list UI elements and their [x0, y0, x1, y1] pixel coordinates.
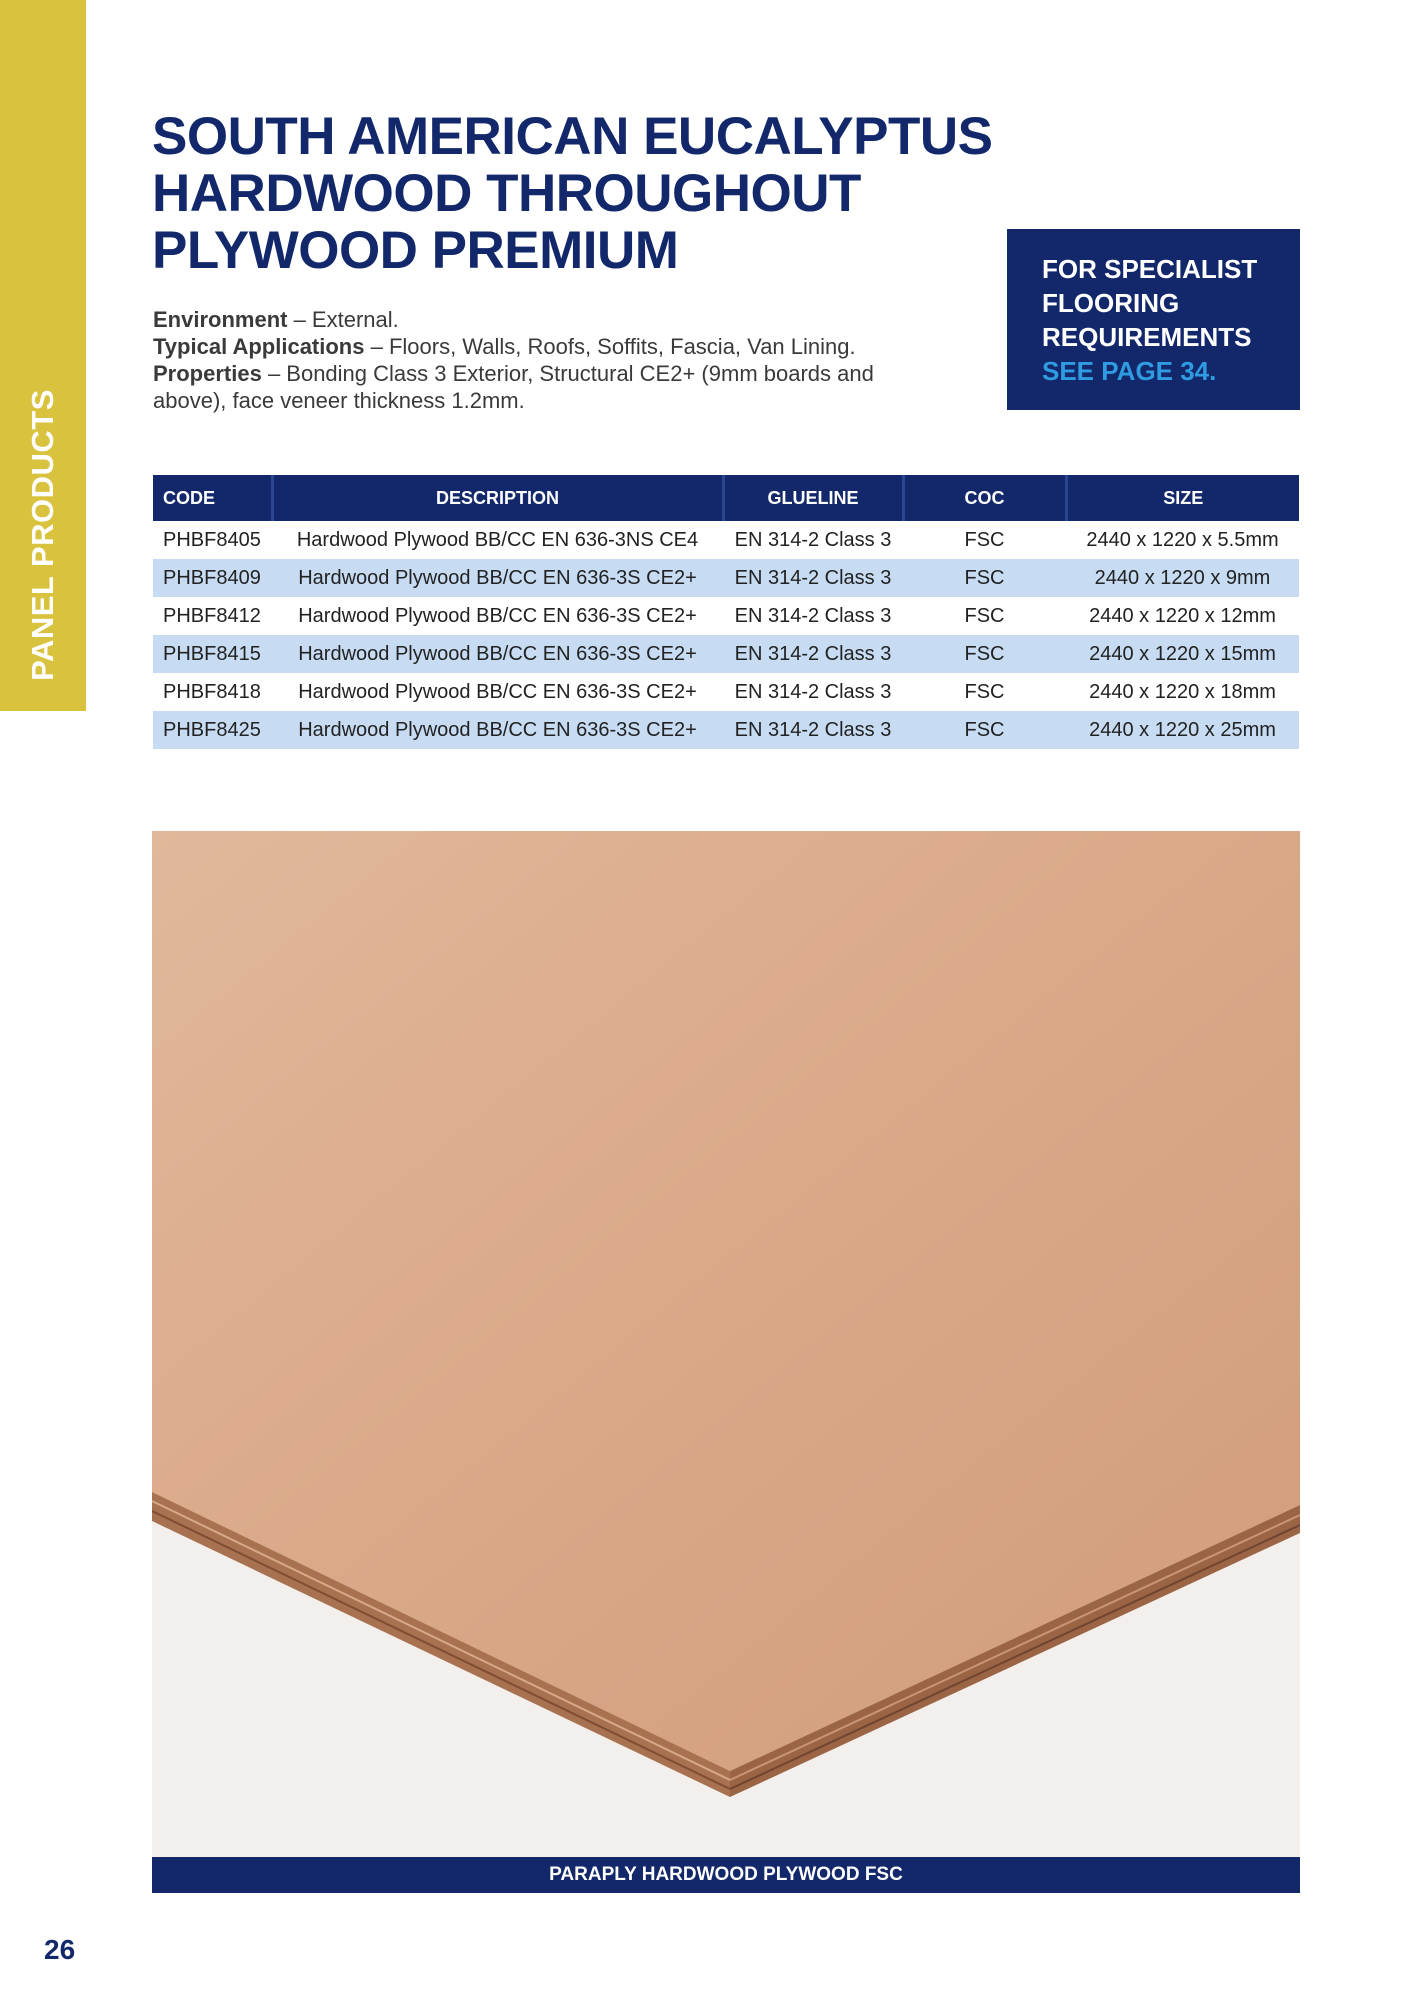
cell-glueline: EN 314-2 Class 3	[734, 528, 892, 551]
section-sidebar	[0, 0, 86, 711]
cell-coc: FSC	[964, 528, 1005, 551]
cell-glueline: EN 314-2 Class 3	[723, 711, 903, 749]
cell-description: Hardwood Plywood BB/CC EN 636-3S CE2+	[272, 711, 723, 749]
cell-code: PHBF8425	[153, 711, 272, 749]
spec-label: Typical Applications	[153, 334, 365, 359]
table-row	[153, 673, 1299, 711]
cell-glueline: EN 314-2 Class 3	[723, 559, 903, 597]
plywood-board-image	[152, 831, 1300, 1857]
photo-caption: PARAPLY HARDWOOD PLYWOOD FSC	[152, 1857, 1300, 1893]
header-coc: COC	[903, 475, 1066, 521]
cell-size: 2440 x 1220 x 18mm	[1089, 680, 1276, 703]
cell-code: PHBF8409	[153, 559, 272, 597]
header-size: SIZE	[1066, 475, 1299, 521]
cell-description: Hardwood Plywood BB/CC EN 636-3NS CE4	[296, 528, 699, 551]
header-code: CODE	[153, 475, 272, 521]
table-row	[153, 711, 1299, 749]
callout-line: FLOORING	[1042, 288, 1180, 318]
cell-size: 2440 x 1220 x 12mm	[1089, 604, 1276, 627]
table-row	[153, 635, 1299, 673]
table-row	[153, 597, 1299, 635]
table-row	[153, 521, 1299, 559]
page-title	[152, 108, 992, 279]
spec-value: – Bonding Class 3 Exterior, Structural CE2+ (9mm boards and above), face veneer thickness 1.2mm.	[153, 361, 874, 413]
product-table	[153, 475, 1299, 749]
cell-code: PHBF8405	[163, 528, 261, 551]
cell-size: 2440 x 1220 x 25mm	[1066, 711, 1299, 749]
title-line: SOUTH AMERICAN EUCALYPTUS	[152, 107, 993, 166]
cell-size: 2440 x 1220 x 15mm	[1066, 635, 1299, 673]
cell-size: 2440 x 1220 x 9mm	[1066, 559, 1299, 597]
cell-glueline: EN 314-2 Class 3	[723, 635, 903, 673]
callout-line: REQUIREMENTS	[1042, 322, 1252, 352]
spec-value: – Floors, Walls, Roofs, Soffits, Fascia, Van Lining.	[364, 334, 856, 359]
cell-glueline: EN 314-2 Class 3	[734, 604, 892, 627]
title-line: PLYWOOD PREMIUM	[152, 221, 679, 280]
spec-environment	[153, 306, 953, 333]
cell-coc: FSC	[964, 680, 1005, 703]
spec-label: Properties	[153, 361, 262, 386]
spec-label: Environment	[153, 307, 288, 332]
table-header-row	[153, 475, 1299, 521]
cell-description: Hardwood Plywood BB/CC EN 636-3S CE2+	[298, 604, 697, 627]
product-photo	[152, 831, 1300, 1857]
spec-properties	[153, 360, 953, 414]
table-row	[153, 559, 1299, 597]
cell-description: Hardwood Plywood BB/CC EN 636-3S CE2+	[298, 680, 697, 703]
section-label: PANEL PRODUCTS	[25, 389, 60, 681]
title-line: HARDWOOD THROUGHOUT	[152, 164, 861, 223]
cell-coc: FSC	[903, 635, 1066, 673]
cell-code: PHBF8418	[163, 680, 261, 703]
cell-coc: FSC	[903, 711, 1066, 749]
spec-value: – External.	[287, 307, 399, 332]
cell-code: PHBF8415	[153, 635, 272, 673]
cell-coc: FSC	[964, 604, 1005, 627]
cell-size: 2440 x 1220 x 5.5mm	[1086, 528, 1279, 551]
cell-coc: FSC	[903, 559, 1066, 597]
cell-description: Hardwood Plywood BB/CC EN 636-3S CE2+	[272, 635, 723, 673]
cell-description: Hardwood Plywood BB/CC EN 636-3S CE2+	[272, 559, 723, 597]
header-glueline: GLUELINE	[723, 475, 903, 521]
cell-glueline: EN 314-2 Class 3	[734, 680, 892, 703]
flooring-callout	[1007, 229, 1300, 410]
product-specs	[153, 306, 953, 414]
see-page-link[interactable]: SEE PAGE 34.	[1042, 356, 1217, 386]
header-description: DESCRIPTION	[272, 475, 723, 521]
cell-code: PHBF8412	[163, 604, 261, 627]
callout-line: FOR SPECIALIST	[1042, 254, 1258, 284]
spec-applications	[153, 333, 953, 360]
page-number: 26	[44, 1934, 76, 1965]
